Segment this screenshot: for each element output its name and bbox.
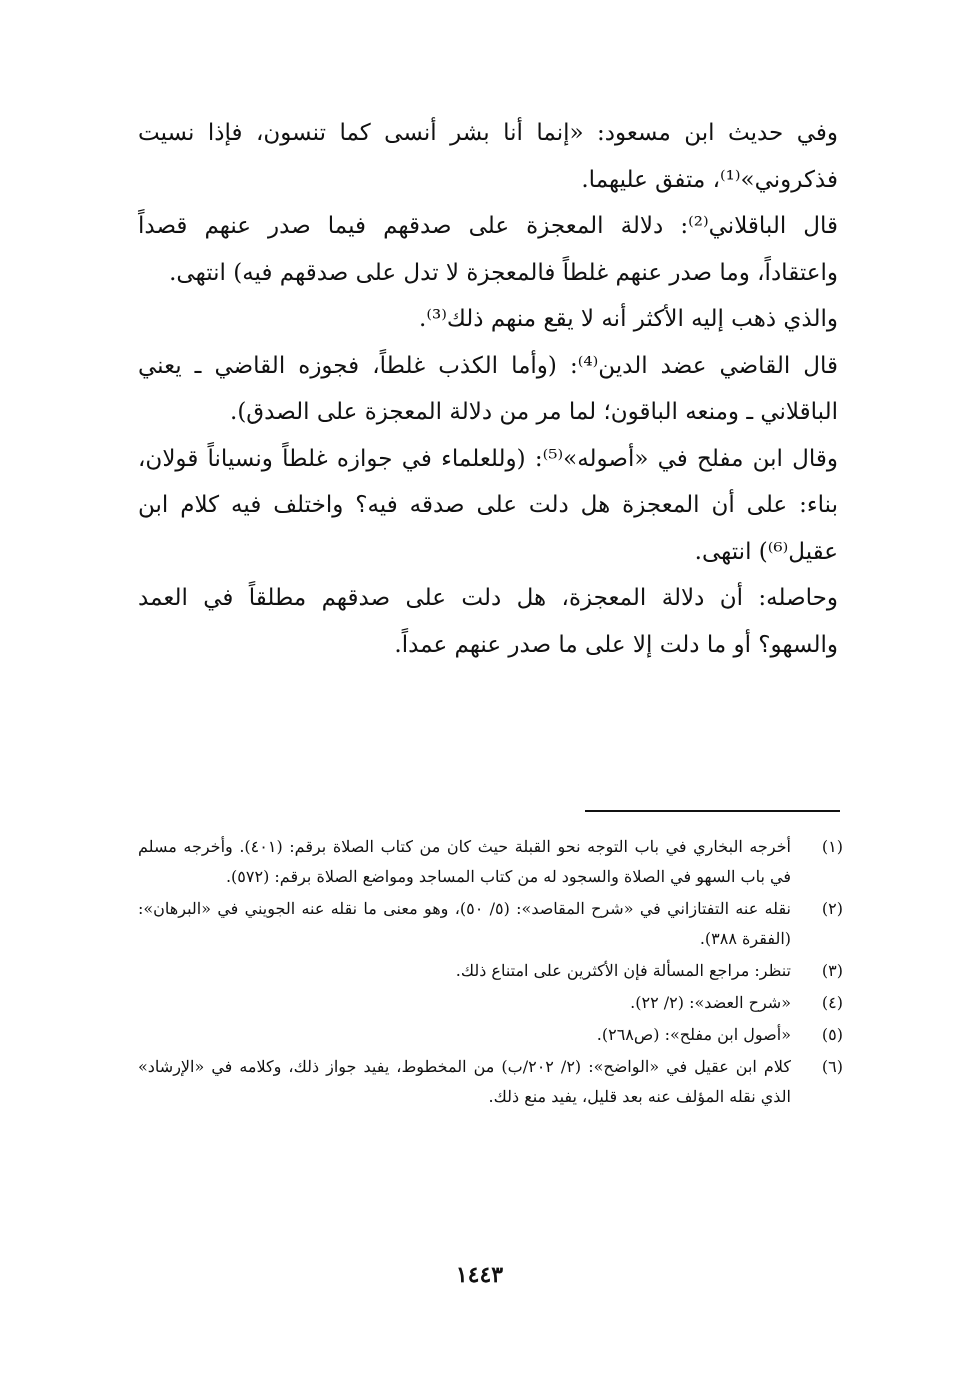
footnote-number: (٦): [821, 1057, 843, 1076]
footnote-number: (٢): [821, 899, 843, 918]
footnote-number: (٣): [821, 961, 843, 980]
paragraph: وحاصله: أن دلالة المعجزة، هل دلت على صدقهم مطلقاً في العمد والسهو؟ أو ما دلت إلا على ما صدر عنهم عمداً.: [138, 585, 838, 658]
footnote-divider: [585, 810, 840, 812]
paragraph: وقال ابن مفلح في «أصوله»⁽⁵⁾: (وللعلماء في جوازه غلطاً ونسياناً قولان، بناء: على أن المعجزة هل دلت على صدقه فيه؟ واختلف فيه كلام ابن عقيل⁽⁶⁾) انتهى.: [138, 445, 838, 565]
paragraph: قال الباقلاني⁽²⁾: دلالة المعجزة على صدقهم فيما صدر عنهم قصداً واعتقاداً، وما صدر عنهم غلطاً فالمعجزة لا تدل على صدقهم فيه) انتهى.: [138, 213, 839, 286]
footnote: [138, 1052, 843, 1112]
footnote: [138, 1020, 843, 1050]
paragraph: قال القاضي عضد الدين⁽⁴⁾: (وأما الكذب غلطاً، فجوزه القاضي ـ يعني الباقلاني ـ ومنعه الباقون؛ لما مر من دلالة المعجزة على الصدق).: [138, 352, 838, 425]
footnote-text: نقله عنه التفتازاني في «شرح المقاصد»: (٥/ ٥٠)، وهو معنى ما نقله عنه الجويني في «البرهان»: (الفقرة ٣٨٨).: [138, 899, 792, 948]
footnote-text: أخرجه البخاري في باب التوجه نحو القبلة حيث كان من كتاب الصلاة برقم: (٤٠١). وأخرجه مسلم في باب السهو في الصلاة والسجود له من كتاب المساجد ومواضع الصلاة برقم: (٥٧٢).: [138, 837, 791, 886]
main-text: [138, 110, 838, 668]
footnote-number: (٤): [821, 993, 843, 1012]
footnote-number: (١): [821, 837, 843, 856]
footnote-number: (٥): [821, 1025, 843, 1044]
footnote: [138, 956, 843, 986]
footnote-text: «أصول ابن مفلح»: (ص٢٦٨).: [596, 1025, 791, 1044]
paragraph: وفي حديث ابن مسعود: «إنما أنا بشر أنسى كما تنسون، فإذا نسيت فذكروني»⁽¹⁾، متفق عليهما.: [138, 120, 838, 193]
footnote-text: «شرح العضد»: (٢/ ٢٢).: [630, 993, 791, 1012]
footnote: [138, 894, 843, 954]
footnote: [138, 988, 843, 1018]
footnote-text: كلام ابن عقيل في «الواضح»: (٢/ ٢٠٢/ب) من المخطوط، يفيد جواز ذلك، وكلامه في «الإرشاد» الذي نقله المؤلف عنه بعد قليل، يفيد منع ذلك.: [138, 1057, 791, 1106]
paragraph: والذي ذهب إليه الأكثر أنه لا يقع منهم ذلك⁽³⁾.: [419, 306, 838, 332]
footnotes-section: [138, 832, 843, 1114]
footnote-text: تنظر: مراجع المسألة فإن الأكثرين على امتناع ذلك.: [455, 961, 791, 980]
page-number: ١٤٤٣: [455, 1262, 504, 1288]
footnote: [138, 832, 843, 892]
